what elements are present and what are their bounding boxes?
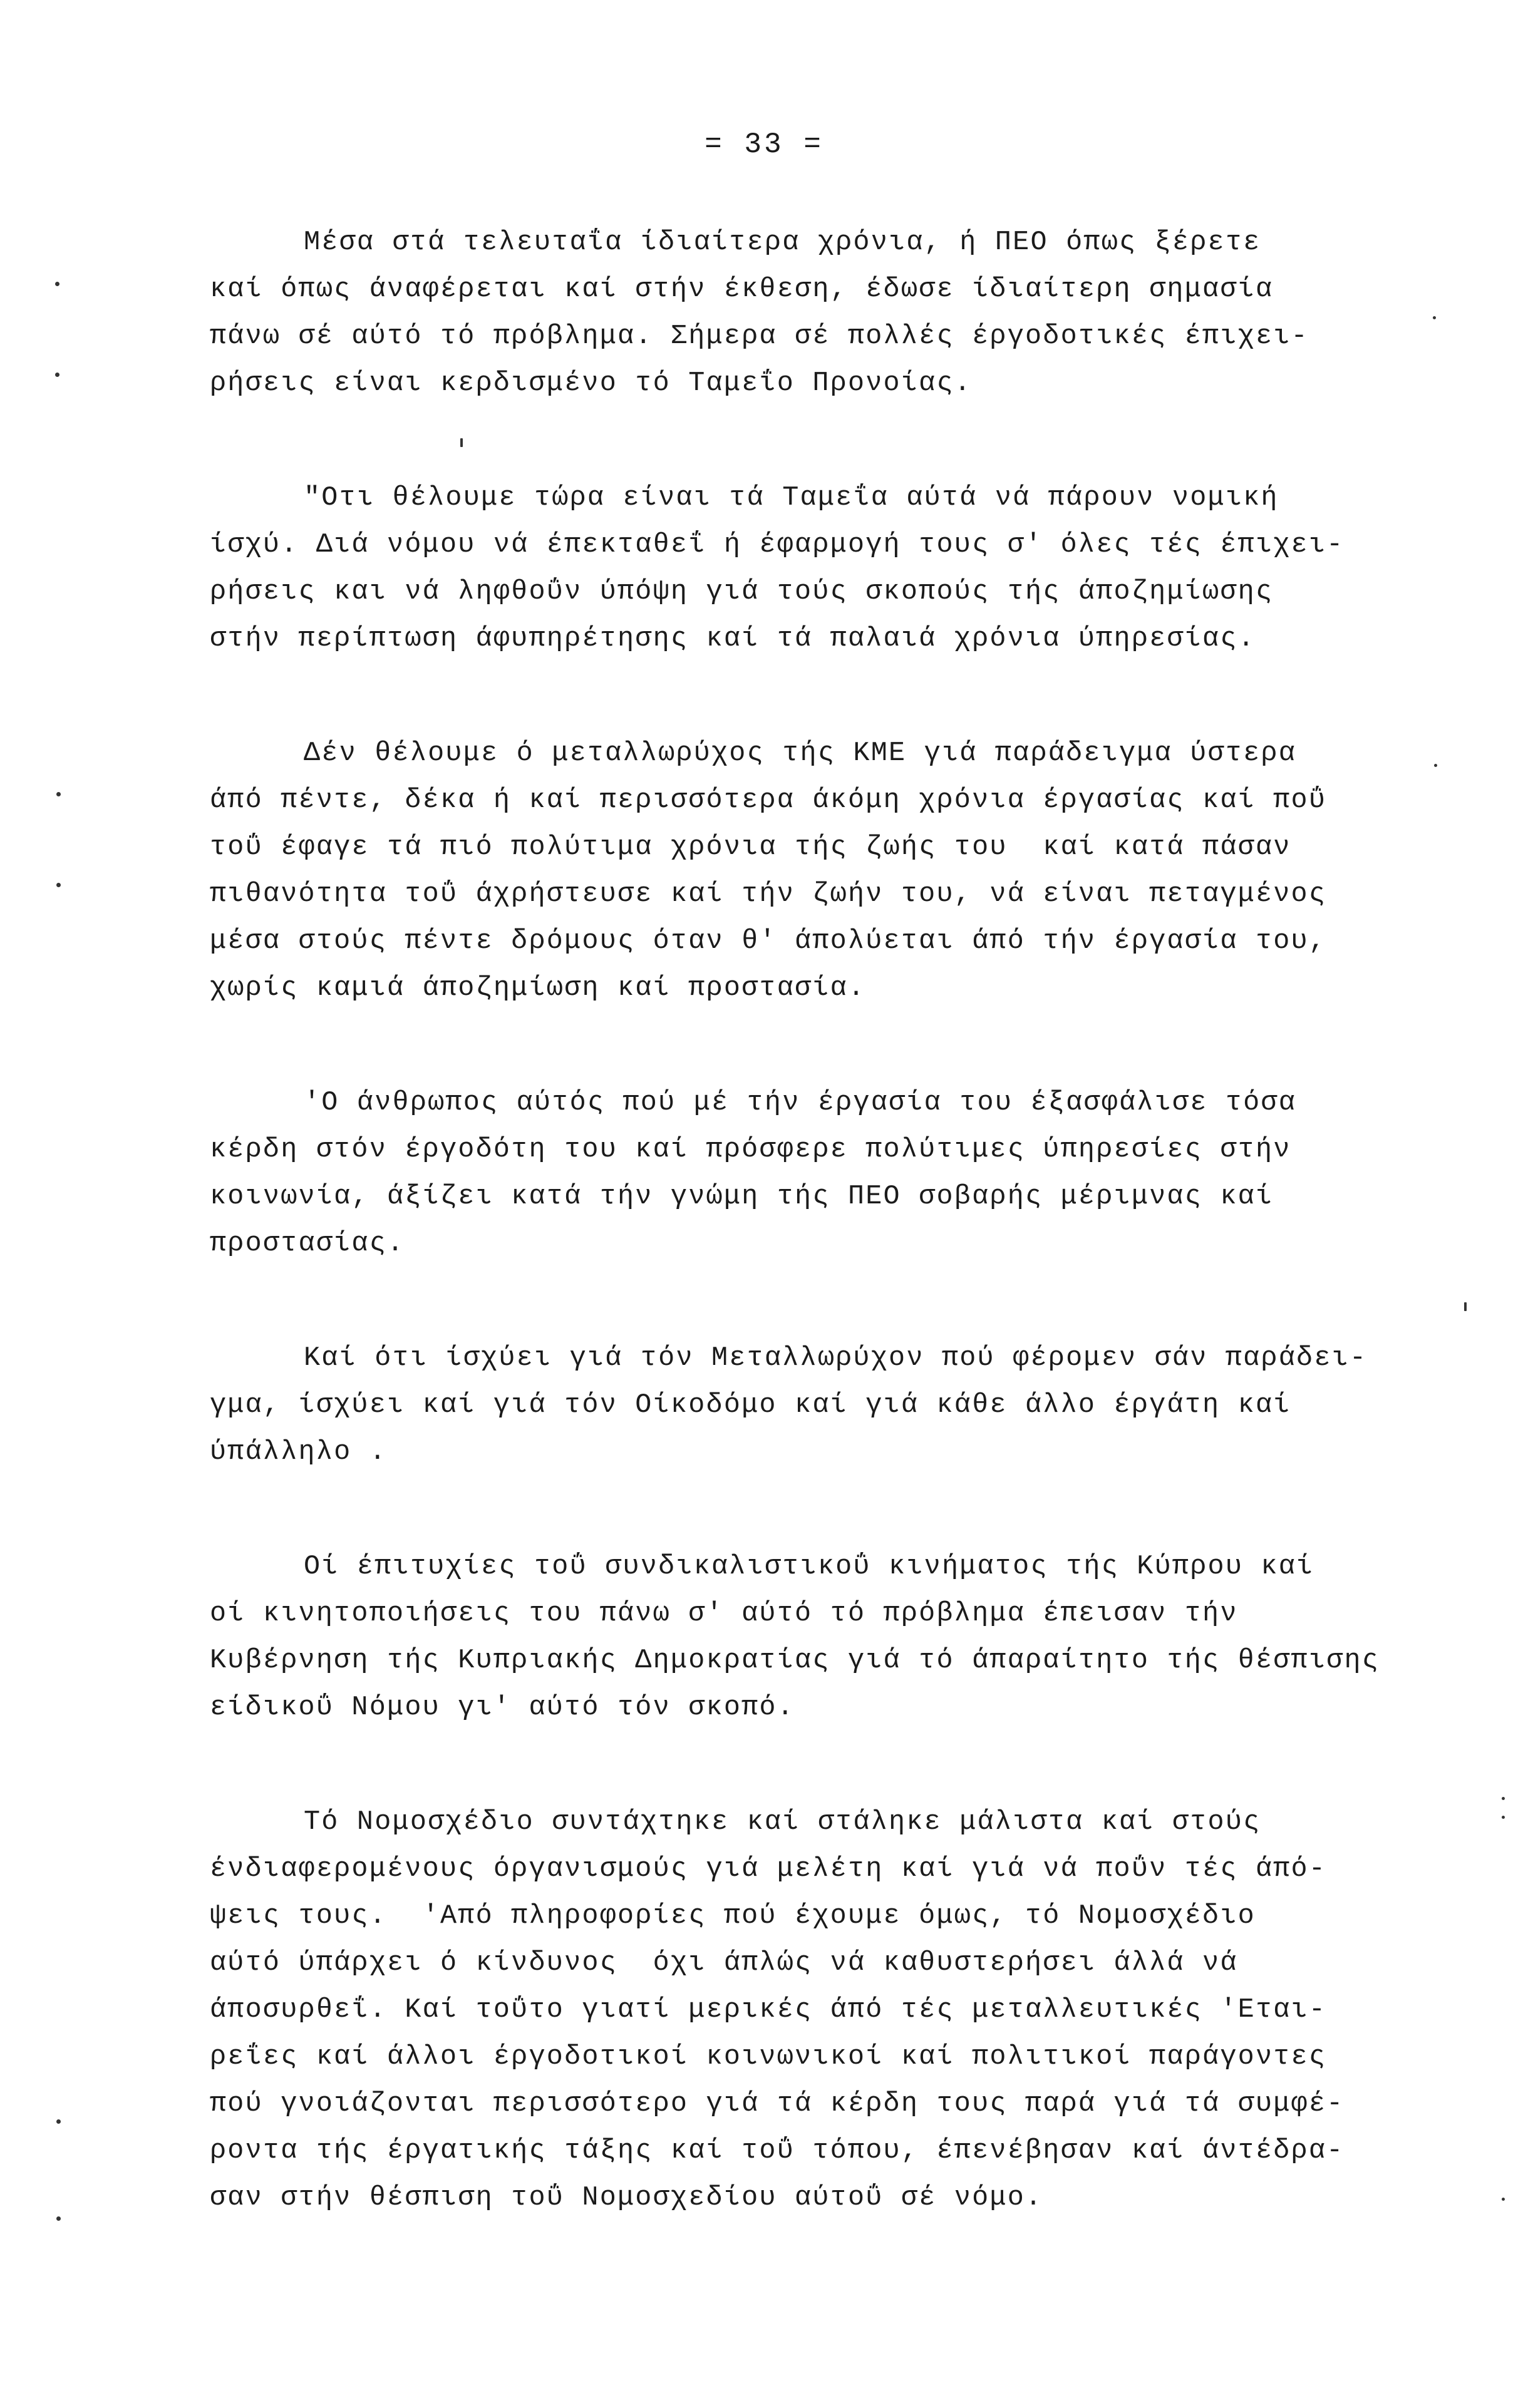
text-line: ροντα τής έργατικής τάξης καί τοΰ τόπου, έπενέβησαν καί άντέδρα- [210,2136,1345,2166]
text-line: είδικοΰ Νόμου γι' αύτό τόν σκοπό. [210,1692,795,1723]
scan-speck [1502,1816,1505,1819]
paragraph [210,730,1475,1012]
document-body [210,219,1475,2289]
text-line: πάνω σέ αύτό τό πρόβλημα. Σήμερα σέ πολλές έργοδοτικές έπιχει- [210,321,1309,352]
text-line: σαν στήν θέσπιση τοΰ Νομοσχεδίου αύτοΰ σέ νόμο. [210,2183,1043,2213]
text-line: τοΰ έφαγε τά πιό πολύτιμα χρόνια τής ζωής του καί κατά πάσαν [210,832,1291,863]
paragraph [210,1079,1475,1267]
paragraph [210,1543,1475,1731]
paragraph [210,475,1475,662]
text-line: χωρίς καμιά άποζημίωση καί προστασία. [210,973,866,1004]
scan-speck [56,2119,61,2124]
text-line: Καί ότι ίσχύει γιά τόν Μεταλλωρύχον πού φέρομεν σάν παράδει- [304,1343,1368,1374]
paragraph [210,1799,1475,2221]
text-line: πιθανότητα τοΰ άχρήστευσε καί τήν ζωήν του, νά είναι πεταγμένος [210,879,1327,910]
scan-speck [1502,2198,1505,2201]
paragraph [210,219,1475,407]
page-number: = 33 = [705,128,823,161]
text-line: Δέν θέλουμε ό μεταλλωρύχος τής ΚΜΕ γιά παράδειγμα ύστερα [304,738,1297,769]
scan-speck [1502,1797,1505,1800]
paragraph [210,1335,1475,1476]
text-line: ρήσεις και νά ληφθοΰν ύπόψη γιά τούς σκοπούς τής άποζημίωσης [210,577,1274,607]
text-line: οί κινητοποιήσεις του πάνω σ' αύτό τό πρόβλημα έπεισαν τήν [210,1598,1238,1629]
text-line: γμα, ίσχύει καί γιά τόν Οίκοδόμο καί γιά κάθε άλλο έργάτη καί [210,1390,1291,1421]
text-line: Μέσα στά τελευταΐα ίδιαίτερα χρόνια, ή ΠΕΟ όπως ξέρετε [304,227,1261,258]
text-line: ίσχύ. Διά νόμου νά έπεκταθεΐ ή έφαρμογή τους σ' όλες τές έπιχει- [210,530,1345,560]
text-line: άποσυρθεΐ. Καί τοΰτο γιατί μερικές άπό τές μεταλλευτικές 'Εται- [210,1995,1327,2025]
text-line: 'Ο άνθρωπος αύτός πού μέ τήν έργασία του έξασφάλισε τόσα [304,1088,1297,1118]
text-line: Οί έπιτυχίες τοΰ συνδικαλιστικοΰ κινήματος τής Κύπρου καί [304,1551,1314,1582]
text-line: ύπάλληλο . [210,1437,388,1468]
text-line: ρήσεις είναι κερδισμένο τό Ταμεΐο Προνοίας. [210,368,973,399]
text-line: μέσα στούς πέντε δρόμους όταν θ' άπολύεται άπό τήν έργασία του, [210,926,1327,957]
scan-speck [55,373,59,377]
scan-speck [56,792,61,796]
text-line: ρεΐες καί άλλοι έργοδοτικοί κοινωνικοί καί πολιτικοί παράγοντες [210,2042,1327,2072]
text-line: ένδιαφερομένους όργανισμούς γιά μελέτη καί γιά νά ποΰν τές άπό- [210,1854,1327,1885]
text-line: κέρδη στόν έργοδότη του καί πρόσφερε πολύτιμες ύπηρεσίες στήν [210,1135,1291,1165]
text-line: Τό Νομοσχέδιο συντάχτηκε καί στάληκε μάλιστα καί στούς [304,1807,1261,1838]
text-line: "Οτι θέλουμε τώρα είναι τά Ταμεΐα αύτά νά πάρουν νομική [304,483,1279,513]
scan-speck [56,2216,61,2221]
text-line: πού γνοιάζονται περισσότερο γιά τά κέρδη τους παρά γιά τά συμφέ- [210,2089,1345,2119]
text-line: κοινωνία, άξίζει κατά τήν γνώμη τής ΠΕΟ σοβαρής μέριμνας καί [210,1181,1274,1212]
text-line: Κυβέρνηση τής Κυπριακής Δημοκρατίας γιά τό άπαραίτητο τής θέσπισης [210,1645,1380,1676]
text-line: ψεις τους. 'Από πληροφορίες πού έχουμε όμως, τό Νομοσχέδιο [210,1901,1256,1932]
scan-speck [55,282,59,286]
text-line: άπό πέντε, δέκα ή καί περισσότερα άκόμη χρόνια έργασίας καί ποΰ [210,785,1327,816]
text-line: καί όπως άναφέρεται καί στήν έκθεση, έδωσε ίδιαίτερη σημασία [210,274,1274,305]
scan-speck [56,883,61,887]
text-line: αύτό ύπάρχει ό κίνδυνος όχι άπλώς νά καθυστερήσει άλλά νά [210,1948,1238,1978]
text-line: στήν περίπτωση άφυπηρέτησης καί τά παλαιά χρόνια ύπηρεσίας. [210,624,1256,654]
text-line: προστασίας. [210,1228,405,1259]
